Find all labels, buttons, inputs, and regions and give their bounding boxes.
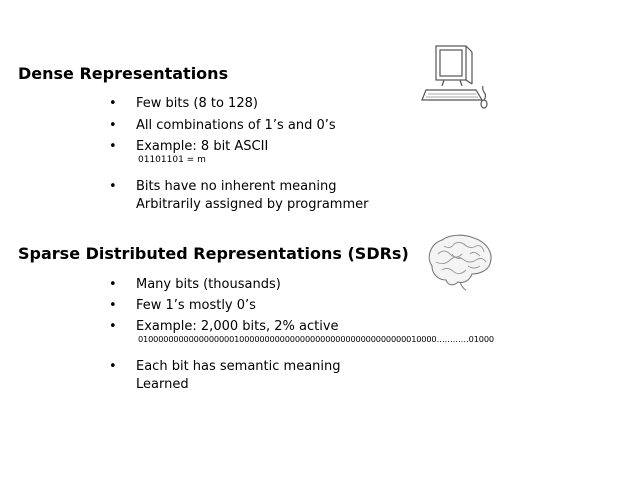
dense-heading: Dense Representations [18, 64, 229, 83]
bullet-text-line2: Arbitrarily assigned by programmer [136, 197, 369, 212]
bullet-marker: • [109, 277, 117, 292]
ascii-example: 01101101 = m [138, 155, 206, 165]
bullet-text-line2: Learned [136, 377, 189, 392]
bullet-text: Example: 2,000 bits, 2% active [136, 319, 339, 334]
bullet-text: Bits have no inherent meaning [136, 179, 337, 194]
computer-icon [420, 44, 492, 114]
bullet-text: Many bits (thousands) [136, 277, 281, 292]
bullet-marker: • [109, 118, 117, 133]
bullet-marker: • [109, 179, 117, 194]
bullet-marker: • [109, 359, 117, 374]
bullet-text: Few 1’s mostly 0’s [136, 298, 256, 313]
bullet-marker: • [109, 298, 117, 313]
sdr-example: 01000000000000000001000000000000000000000000000000000010000…………01000 [138, 334, 494, 344]
sparse-heading: Sparse Distributed Representations (SDRs) [18, 244, 409, 263]
bullet-marker: • [109, 96, 117, 111]
bullet-marker: • [109, 139, 117, 154]
bullet-text: Few bits (8 to 128) [136, 96, 258, 111]
bullet-text: Example: 8 bit ASCII [136, 139, 269, 154]
bullet-text: Each bit has semantic meaning [136, 359, 341, 374]
bullet-marker: • [109, 319, 117, 334]
brain-icon [424, 232, 496, 292]
bullet-text: All combinations of 1’s and 0’s [136, 118, 336, 133]
